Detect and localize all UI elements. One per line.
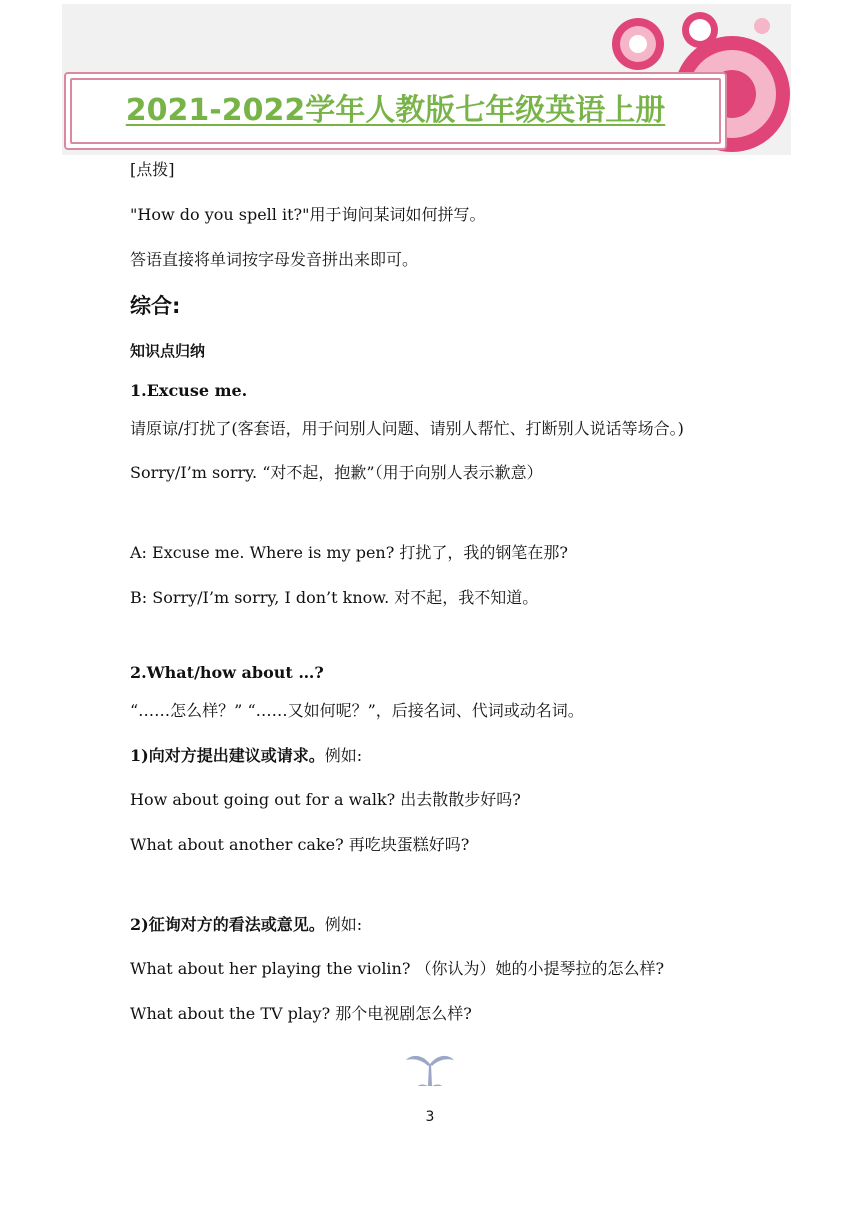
item-1-title: 1.Excuse me.	[130, 381, 248, 400]
item-2-meaning: “……怎么样？” “……又如何呢？”，后接名词、代词或动名词。	[130, 701, 584, 720]
item-2-use-2-tail: 例如:	[324, 915, 363, 934]
item-2-use-2-bold: 2)征询对方的看法或意见。	[130, 915, 325, 934]
item-2-use-1-example-2: What about another cake? 再吃块蛋糕好吗?	[130, 835, 470, 854]
hint-label: [点拨]	[130, 160, 175, 179]
document-title: 2021-2022学年人教版七年级英语上册	[125, 93, 666, 128]
item-2-use-2	[130, 915, 362, 935]
item-2-use-1	[130, 746, 362, 766]
title-frame	[64, 72, 727, 150]
item-1-example-b: B: Sorry/I’m sorry, I don’t know. 对不起，我不知道。	[130, 588, 539, 607]
item-2-use-2-example-1: What about her playing the violin? （你认为）她的小提琴拉的怎么样?	[130, 959, 665, 978]
page-number: 3	[425, 1109, 435, 1125]
item-1-example-a: A: Excuse me. Where is my pen? 打扰了，我的钢笔在那?	[130, 543, 568, 562]
item-2-use-2-example-2: What about the TV play? 那个电视剧怎么样?	[130, 1004, 472, 1023]
hint-line-1: "How do you spell it?"用于询问某词如何拼写。	[130, 205, 486, 224]
hint-line-2: 答语直接将单词按字母发音拼出来即可。	[130, 250, 419, 269]
item-2-title: 2.What/how about …?	[130, 663, 324, 682]
summary-label: 知识点归纳	[130, 342, 206, 360]
item-2-use-1-example-1: How about going out for a walk? 出去散散步好吗?	[130, 790, 521, 809]
item-2-use-1-tail: 例如:	[324, 746, 363, 765]
item-1-sorry: Sorry/I’m sorry. “对不起，抱歉”（用于向别人表示歉意）	[130, 463, 543, 482]
section-heading: 综合:	[130, 294, 181, 318]
item-2-use-1-bold: 1)向对方提出建议或请求。	[130, 746, 325, 765]
item-1-meaning: 请原谅/打扰了(客套语，用于问别人问题、请别人帮忙、打断别人说话等场合。)	[130, 419, 684, 438]
palm-tree-ornament-icon	[404, 1050, 456, 1088]
